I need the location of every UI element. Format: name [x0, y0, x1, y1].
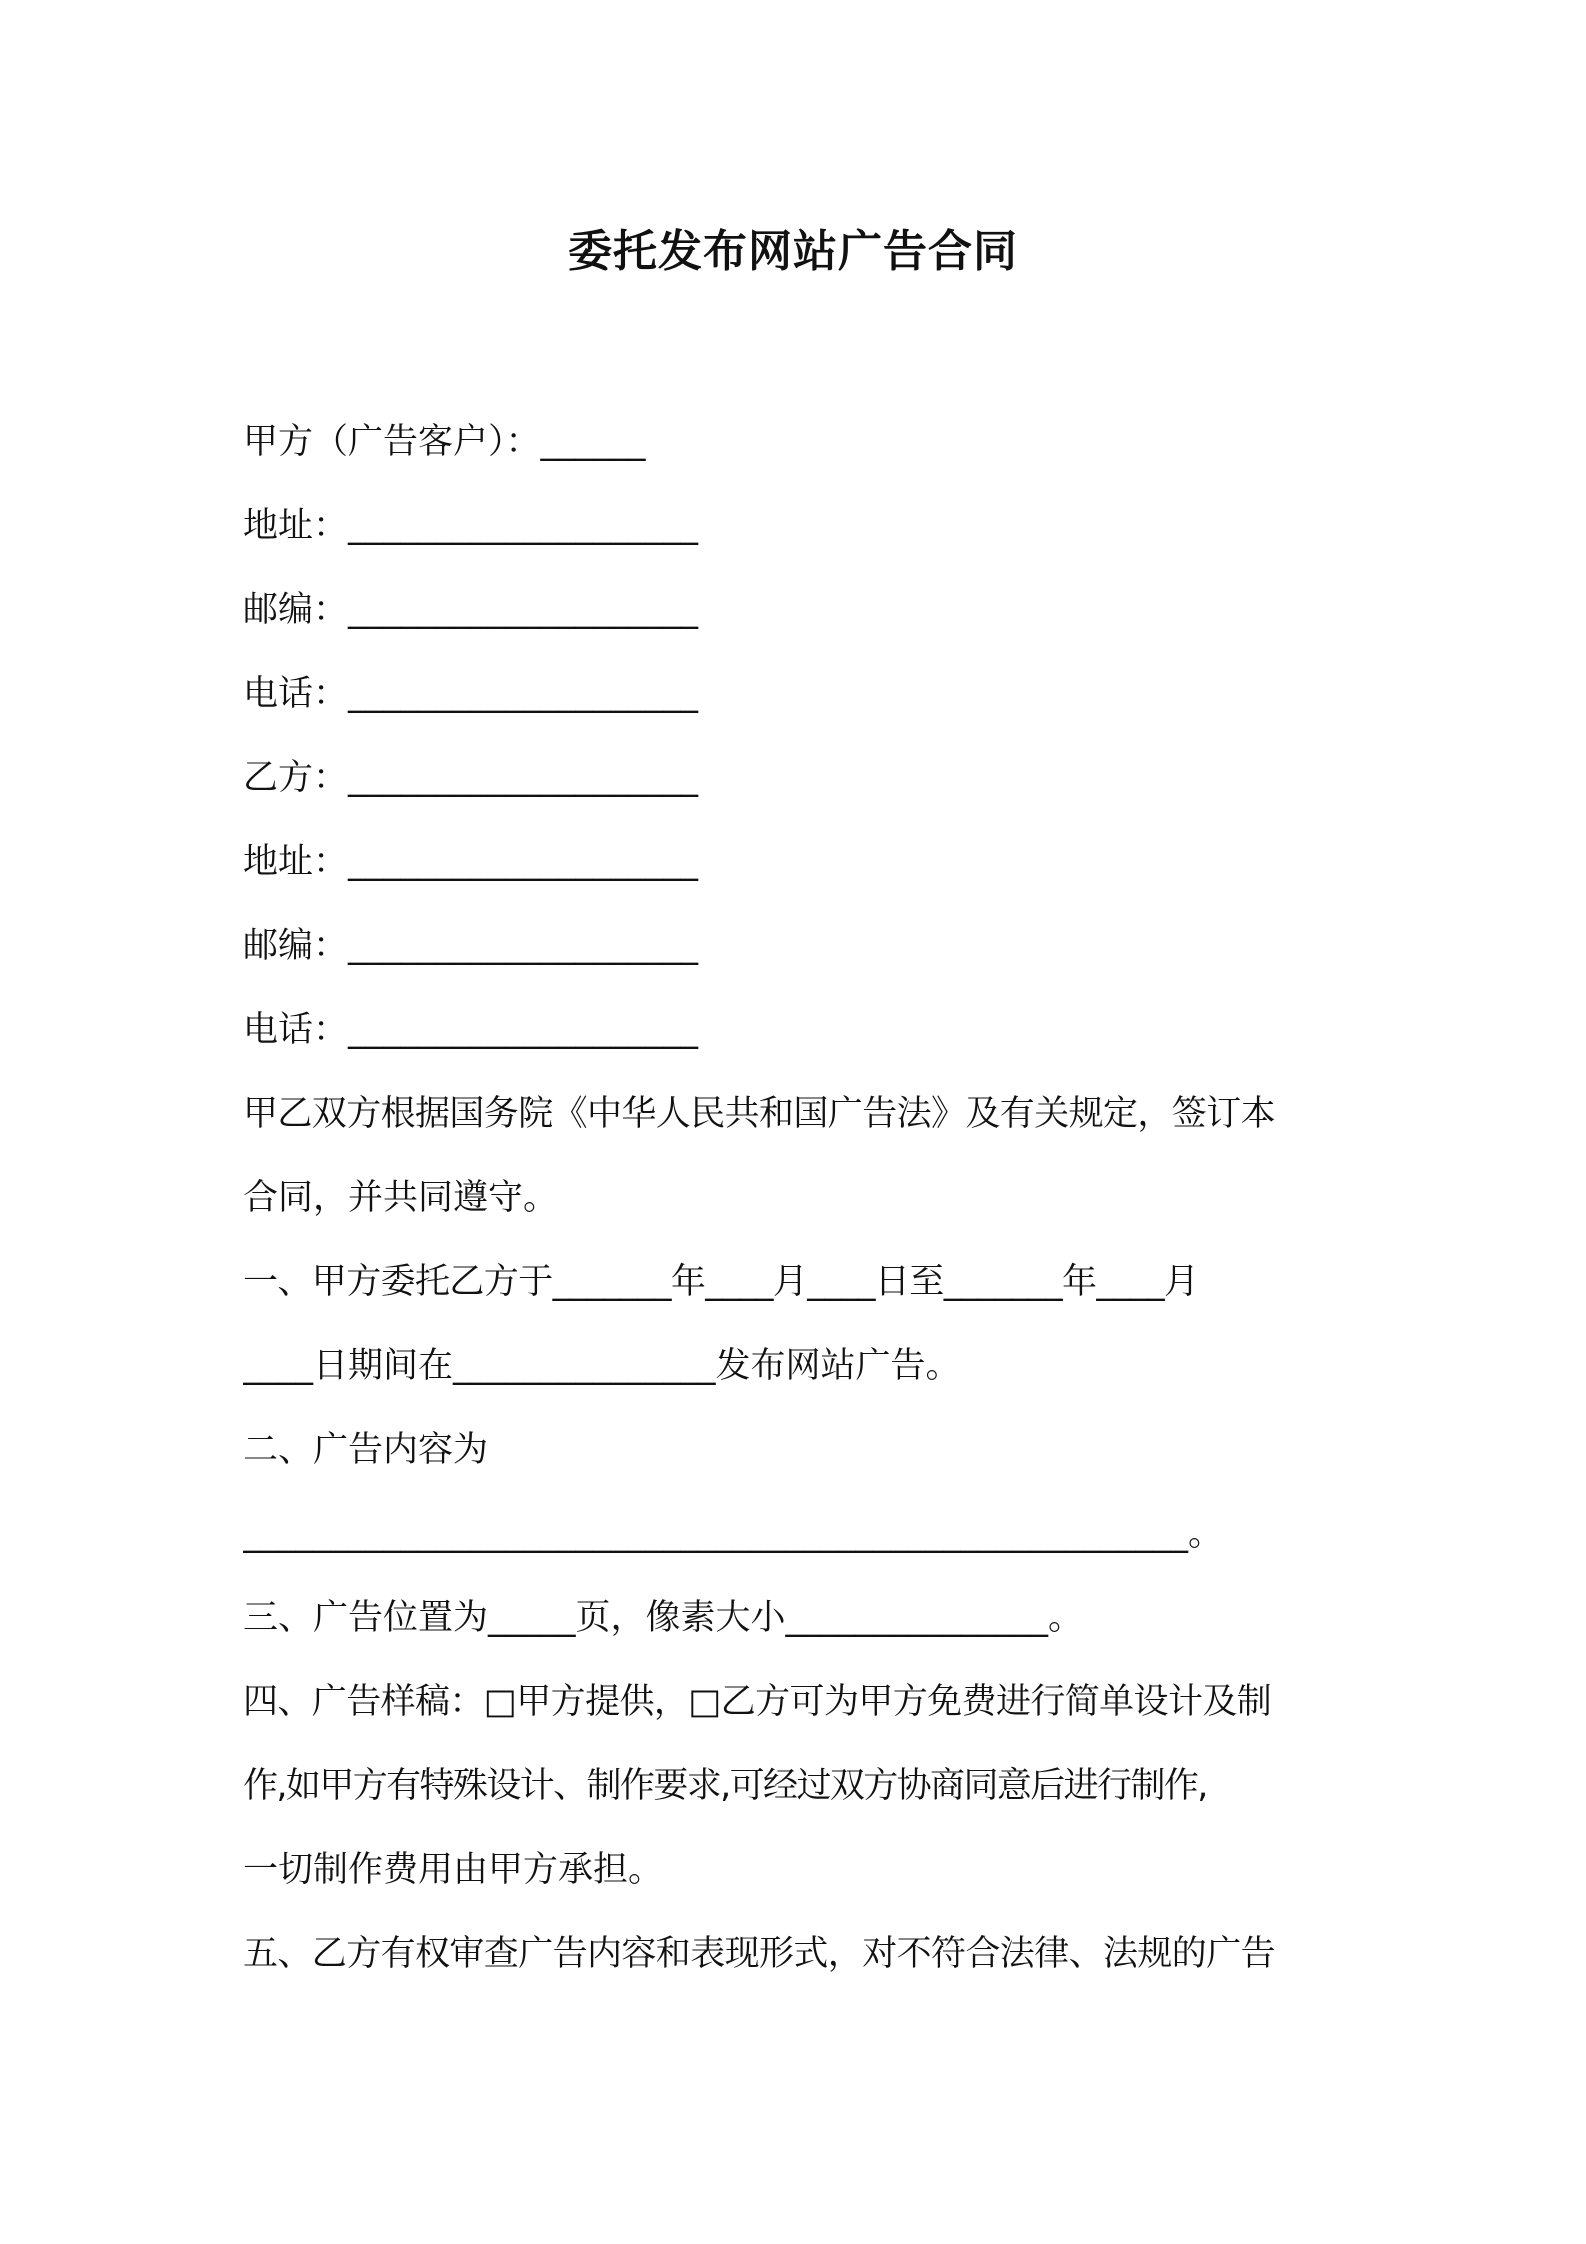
document-title: 委托发布网站广告合同 — [568, 226, 1018, 277]
clause-4-line-2: 作,如甲方有特殊设计、制作要求,可经过双方协商同意后进行制作, — [243, 1766, 1207, 1806]
party-b-name-line: 乙方：____________________ — [243, 758, 699, 798]
clause-1-line-2: ____日期间在_______________发布网站广告。 — [243, 1346, 961, 1386]
clause-5-line-1: 五、乙方有权审查广告内容和表现形式，对不符合法律、法规的广告 — [243, 1934, 1276, 1974]
clause-2-heading: 二、广告内容为 — [243, 1430, 489, 1470]
preamble-line-2: 合同，并共同遵守。 — [243, 1178, 559, 1218]
party-b-phone-line: 电话：____________________ — [243, 1010, 699, 1050]
preamble-line-1: 甲乙双方根据国务院《中华人民共和国广告法》及有关规定，签订本 — [243, 1094, 1276, 1134]
clause-4-line-3: 一切制作费用由甲方承担。 — [243, 1850, 664, 1890]
clause-2-blank-line: ______________________________________________________。 — [243, 1514, 1224, 1554]
clause-1-line-1: 一、甲方委托乙方于_______年____月____日至_______年____月 — [243, 1262, 1199, 1302]
clause-3-line: 三、广告位置为_____页，像素大小_______________。 — [243, 1598, 1084, 1638]
party-b-postcode-line: 邮编：____________________ — [243, 926, 699, 966]
party-b-address-line: 地址：____________________ — [243, 842, 699, 882]
clause-4-line-1: 四、广告样稿：□甲方提供，□乙方可为甲方免费进行简单设计及制 — [243, 1682, 1272, 1722]
party-a-postcode-line: 邮编：____________________ — [243, 590, 699, 630]
contract-body — [243, 400, 1353, 1996]
party-a-name-line: 甲方（广告客户）：______ — [243, 422, 646, 462]
party-a-address-line: 地址：____________________ — [243, 506, 699, 546]
party-a-phone-line: 电话：____________________ — [243, 674, 699, 714]
